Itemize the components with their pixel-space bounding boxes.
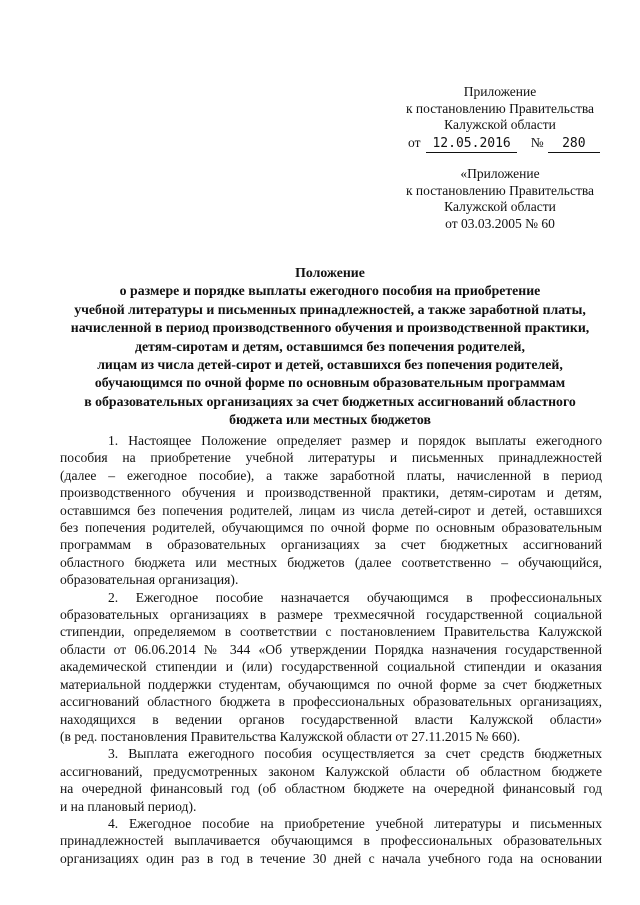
text-line: и на плановый период).: [60, 798, 197, 814]
text-line: областного бюджета или местных бюджетов (далее соответственно – обучающийся,: [60, 554, 602, 570]
text-line: области от 06.06.2014 № 344 «Об утверждении Порядка назначения государственной: [60, 641, 602, 657]
heading-line: о размере и порядке выплаты ежегодного пособия на приобретение: [119, 283, 541, 299]
text-line: программам в образовательных организациях за счет бюджетных ассигнований: [60, 537, 602, 553]
resolution-number: 280: [548, 136, 600, 154]
document-heading: [40, 264, 620, 430]
text-line: стипендии, определяемом в соответствии с постановлением Правительства Калужской: [60, 624, 602, 640]
appendix-line: к постановлению Правительства: [405, 100, 595, 116]
text-line: организациях один раз в год в течение 30 дней с начала учебного года на основании: [60, 850, 602, 866]
text-line: образовательных организациях в размере трехмесячной государственной социальной: [60, 607, 602, 623]
text-line: материальной поддержки студентам, обучающимся по очной форме за счет бюджетных: [60, 676, 602, 692]
appendix-line: Калужской области: [444, 117, 556, 132]
heading-line: учебной литературы и письменных принадлежностей, а также заработной платы,: [74, 301, 586, 317]
heading-line: начисленной в период производственного обучения и производственной практики,: [70, 320, 590, 336]
text-line: академической стипендии и (или) государственной социальной стипендии и оказания: [60, 659, 602, 675]
paragraph-2: [60, 589, 602, 746]
appendix-title: Приложение: [463, 84, 537, 99]
text-line: пособия на приобретение учебной литературы и письменных принадлежностей: [60, 450, 602, 466]
from-label: от: [408, 134, 421, 150]
text-line: ассигнований областного бюджета в профессиональных образовательных организациях,: [60, 694, 602, 710]
resolution-date: 12.05.2016: [426, 136, 516, 154]
appendix-line: от 03.03.2005 № 60: [445, 215, 555, 231]
text-line: (в ред. постановления Правительства Калужской области от 27.11.2015 № 660).: [60, 728, 521, 744]
heading-line: Положение: [295, 265, 365, 280]
appendix-current-block: [400, 84, 600, 153]
text-line: на очередной финансовый год (об областном бюджете на очередной финансовый год: [60, 781, 602, 797]
text-line: 4. Ежегодное пособие на приобретение учебной литературы и письменных: [108, 815, 602, 831]
heading-line: обучающимся по очной форме по основным образовательным программам: [94, 375, 566, 391]
text-line: 1. Настоящее Положение определяет размер и порядок выплаты ежегодного: [108, 433, 602, 448]
appendix-title: «Приложение: [460, 166, 540, 181]
text-line: (далее – ежегодное пособие), а также заработной платы, начисленной в период: [60, 467, 602, 483]
text-line: производственного обучения и производственной практики, детям-сиротам и детям,: [60, 485, 602, 501]
appendix-original-block: [400, 166, 600, 232]
paragraph-1: [60, 432, 602, 589]
text-line: принадлежностей выплачивается обучающимся в профессиональных образовательных: [60, 833, 602, 849]
paragraph-3: [60, 745, 602, 815]
appendix-date-row: [400, 135, 600, 154]
appendix-line: Калужской области: [444, 199, 556, 214]
text-line: образовательная организация).: [60, 572, 239, 588]
heading-line: лицам из числа детей-сирот и детей, оставшихся без попечения родителей,: [97, 357, 563, 373]
text-line: ассигнований, предусмотренных законом Калужской области об областном бюджете: [60, 763, 602, 779]
text-line: 2. Ежегодное пособие назначается обучающимся в профессиональных: [108, 589, 602, 605]
heading-line: детям-сиротам и детям, оставшимся без попечения родителей,: [135, 338, 525, 354]
text-line: находящихся в ведении органов государственной власти Калужской области»: [60, 711, 602, 727]
text-line: оставшимся без попечения родителей, лицам из числа детей-сирот и детей, оставшихся: [60, 502, 602, 518]
paragraph-4: [60, 815, 602, 867]
appendix-line: к постановлению Правительства: [405, 182, 595, 198]
text-line: без попечения родителей, обучающимся по очной форме по основным образовательным: [60, 520, 602, 536]
document-body: [60, 432, 602, 867]
text-line: 3. Выплата ежегодного пособия осуществляется за счет средств бюджетных: [108, 746, 602, 762]
heading-line: бюджета или местных бюджетов: [229, 412, 431, 428]
number-label: №: [530, 134, 544, 150]
heading-line: в образовательных организациях за счет бюджетных ассигнований областного: [84, 393, 576, 409]
